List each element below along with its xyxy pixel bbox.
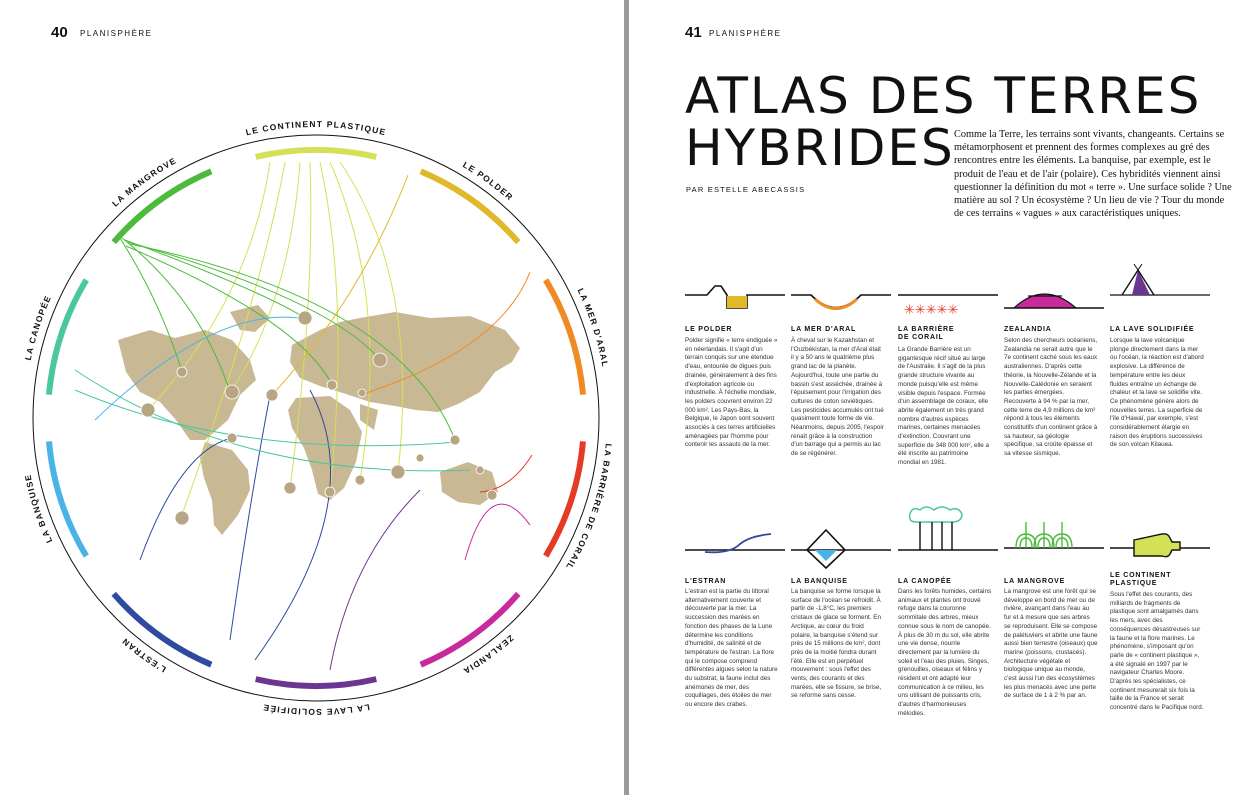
segment-arc-1	[256, 150, 377, 157]
segment-label-7: L'ESTRAN	[119, 635, 168, 675]
south-america	[200, 442, 250, 535]
entry-title: LA MANGROVE	[1004, 578, 1066, 585]
plastic-bottle-icon	[1110, 530, 1210, 570]
ice-floe-icon	[791, 530, 891, 570]
entry-text: La banquise se forme lorsque la surface de l'océan se refroidit. À partir de -1,8°C, les premiers cristaux de glace se forment. En Arctique, au cœur du froid polaire, la banquise s'étend sur près de 15 millions de km², dont près de la moitié fondra durant l'été. Elle est en perpétuel mouvement : sous l'effet des vents, des courants et des marées, elle se fissure, se brise, se reforme sans cesse.	[791, 588, 882, 700]
segment-label-3: LA MER D'ARAL	[575, 286, 611, 369]
polder-icon	[685, 280, 785, 320]
segment-label-8: LA BANQUISE	[22, 472, 55, 545]
segment-arc-3	[546, 280, 583, 395]
section-header: PLANISPHÈRE	[709, 29, 782, 38]
segment-label-4: LA BARRIÈRE DE CORAIL	[563, 443, 614, 573]
world-map	[118, 305, 520, 535]
section-header: PLANISPHÈRE	[80, 29, 153, 38]
canopy-icon	[898, 530, 998, 570]
entry-text: Sous l'effet des courants, des milliards de fragments de plastique sont amalgamés dans les mers, avec des conséquences désastreuses sur la faune et la flore marines. Le phénomène, s'imposant qu'on parle de « continent plastique », a été signalé en 1997 par le navigateur Charles Moore. D'après les spécialistes, ce continent mesurerait six fois la taille de la France et serait concentré dans le Pacifique nord.	[1110, 591, 1204, 712]
title-line-1: ATLAS DES TERRES	[685, 67, 1202, 125]
entry-text: À cheval sur le Kazakhstan et l'Ouzbékistan, la mer d'Aral était il y a 50 ans le quatrième plus grand lac de la planète. Aujourd'hui, toute une partie du bassin s'est asséchée, drainée à l'épuisement pour l'irrigation des cultures de coton soviétiques. Les pesticides accumulés ont tué quasiment toute forme de vie. Néanmoins, depuis 2005, l'espoir renaît grâce à la construction d'un barrage qui a permis au lac de se régénérer.	[791, 337, 884, 458]
left-page	[0, 0, 624, 795]
entry-title: LA MER D'ARAL	[791, 326, 857, 333]
page-number: 40	[51, 24, 68, 41]
segment-label-1: LE CONTINENT PLASTIQUE	[244, 118, 388, 138]
right-page	[629, 0, 1251, 795]
zealandia-icon	[1004, 280, 1104, 320]
intro-paragraph: Comme la Terre, les terrains sont vivants, changeants. Certains se métamorphosent et prennent des formes complexes au gré des rencontres entre les éléments. La banquise, par exemple, est le produit de l'eau et de l'air (polaire). Ces hybridités viennent ainsi questionner la définition du mot « terre ». Une surface solide ? Une matière au sol ? Un écosystème ? Un lieu de vie ? Tour du monde de ces terrains « vagues » aux caractéristiques uniques.	[954, 129, 1232, 220]
entry-text: Dans les forêts humides, certains animaux et plantes ont trouvé refuge dans la couronne sommitale des arbres, mieux connue sous le nom de canopée. À plus de 30 m du sol, elle abrite une vie dense, nourrie directement par la lumière du soleil et l'eau des pluies. Singes, grenouilles, oiseaux et félins y résident et ont adapté leur communication à ce milieu, les uns utilisant de puissants cris, d'autres d'harmonieuses mélodies.	[898, 588, 992, 717]
page-number: 41	[685, 24, 702, 41]
coral-reef-icon	[898, 280, 998, 320]
volcano-icon	[1110, 280, 1210, 320]
aral-sea-icon	[791, 280, 891, 320]
entry-title: LE POLDER	[685, 326, 733, 333]
entry-title: ZEALANDIA	[1004, 326, 1052, 333]
segment-arc-4	[546, 441, 583, 556]
entry-text: La Grande Barrière est un gigantesque récif situé au large de l'Australie. Il s'agit de la plus grande structure vivante au monde puisqu'elle est même visible depuis l'espace. Formée d'un assemblage de coraux, elle abrite également un très grand nombre d'autres espèces marines, certaines menacées d'extinction. Couvrant une superficie de 348 000 km², elle a été inscrite au patrimoine mondial en 1981.	[898, 346, 990, 467]
title-line-2: HYBRIDES	[685, 119, 955, 177]
entry-title: LE CONTINENT PLASTIQUE	[1110, 572, 1172, 587]
segment-label-2: LE POLDER	[461, 159, 516, 203]
world-diagram	[0, 0, 624, 795]
entry-title: LA LAVE SOLIDIFIÉE	[1110, 326, 1195, 333]
segment-label-10: LA MANGROVE	[110, 155, 179, 209]
entry-text: La mangrove est une forêt qui se développe en bord de mer ou de rivière, avançant dans l'eau au fur et à mesure que ses arbres se reproduisent. Elle se compose de palétuviers et abrite une faune aussi bien terrestre (oiseaux) que marine (poissons, crustacés). Architecture végétale et biologique unique au monde, c'est aussi l'un des écosystèmes les plus menacés avec une perte de surface de 1 à 2 % par an.	[1004, 588, 1098, 700]
entry-text: Polder signifie « terre endiguée » en néerlandais. Il s'agit d'un terrain conquis sur une étendue d'eau, entourée de digues puis drainée, généralement à des fins d'exploitation agricole ou industrielle. À l'échelle mondiale, les polders couvrent environ 22 000 km². Les Pays-Bas, la Belgique, le Japon sont souvent associés à ces terres artificielles aménagées par l'homme pour contenir les assauts de la mer.	[685, 337, 778, 449]
segment-arc-9	[49, 280, 86, 395]
segment-label-9: LA CANOPÉE	[22, 293, 54, 362]
entry-title: LA BANQUISE	[791, 578, 848, 585]
segment-arc-6	[256, 679, 377, 686]
entry-text: Lorsque la lave volcanique plonge directement dans la mer ou l'océan, la réaction est d'abord explosive. La différence de température entre les deux fluides entraîne un échange de chaleur et la lave se solidifie vite. Ce phénomène génère alors de nouvelles terres. La superficie de l'île d'Hawaï, par exemple, s'est considérablement élargie en raison des éruptions successives de son volcan Kilauea.	[1110, 337, 1204, 449]
segment-label-5: ZEALANDIA	[460, 633, 516, 677]
entry-text: L'estran est la partie du littoral alternativement couverte et découverte par la mer. La succession des marées en fonction des phases de la Lune détermine les conditions d'humidité, de salinité et de température de l'estran. La flore qui le compose comprend différentes algues selon la nature du substrat, la faune inclut des anémones de mer, des coquillages, des étoiles de mer ou encore des crabes.	[685, 588, 778, 709]
entry-title: L'ESTRAN	[685, 578, 727, 585]
entry-title: LA BARRIÈRE DE CORAIL	[898, 326, 955, 341]
mangrove-icon	[1004, 530, 1104, 570]
segment-arc-8	[49, 441, 86, 556]
coral-stars: ✳✳✳✳✳	[904, 303, 959, 318]
entry-title: LA CANOPÉE	[898, 578, 952, 585]
estran-icon	[685, 530, 785, 570]
entry-text: Selon des chercheurs océaniens, Zealandia ne serait autre que le 7e continent caché sous les eaux australiennes. D'après cette théorie, la Nouvelle-Zélande et la Nouvelle-Calédonie en seraient les parties émergées. Recouverte à 94 % par la mer, cette terre de 4,9 millions de km² répond à tous les éléments constitutifs d'un continent grâce à sa hauteur, sa géologie spécifique, sa croûte épaisse et sa vitesse sismique.	[1004, 337, 1098, 458]
byline: PAR ESTELLE ABECASSIS	[686, 185, 806, 194]
segment-label-6: LA LAVE SOLIDIFIÉE	[261, 702, 371, 718]
